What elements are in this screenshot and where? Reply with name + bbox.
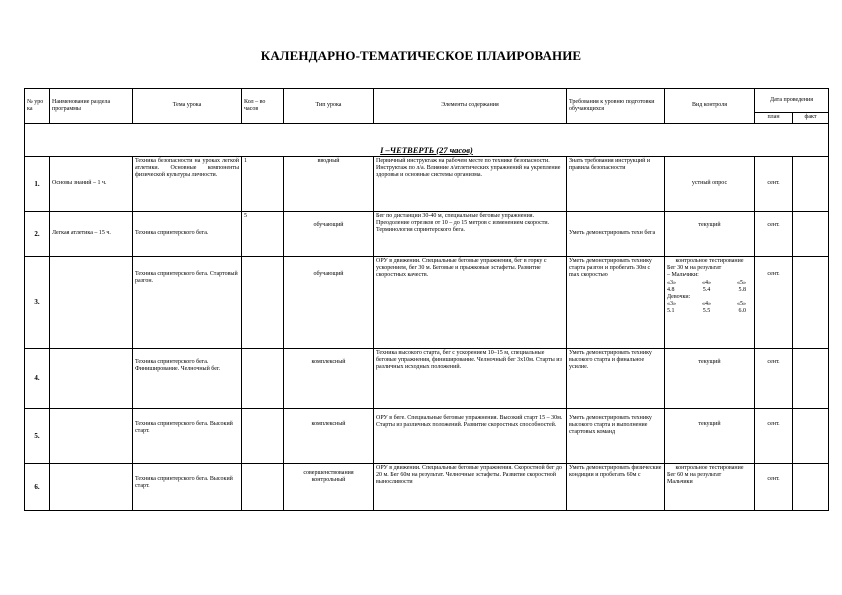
row-requirements: Уметь демонстрировать технику старта разгон и пробегать 30м с max скоростью xyxy=(567,257,665,349)
row-plan: сент. xyxy=(755,257,793,349)
boys-value-4: 5.4 xyxy=(702,286,711,293)
quarter-heading: I –ЧЕТВЕРТЬ (27 часов) xyxy=(25,124,829,157)
row-type: комплексный xyxy=(284,349,374,409)
row-num: 2. xyxy=(25,212,50,257)
norm-values-boys xyxy=(667,287,752,294)
page-title: КАЛЕНДАРНО-ТЕМАТИЧЕСКОЕ ПЛАИРОВАНИЕ xyxy=(260,48,582,63)
planning-table xyxy=(24,88,829,511)
row-hours xyxy=(242,257,284,349)
row-control: контрольное тестирование xyxy=(675,258,744,264)
row-topic: Техника спринтерского бега. xyxy=(133,212,242,257)
row-type: комплексный xyxy=(284,409,374,464)
grade-4: «4» xyxy=(702,301,711,308)
header-fact: факт xyxy=(793,113,829,124)
girls-value-3: 5.1 xyxy=(667,308,675,315)
row-fact xyxy=(793,157,829,212)
row-elements: ОРУ в движении. Специальные беговые упражнения. Скоростной бег до 20 м. Бег 60м на результат. Челночные эстафеты. Развитие скоростной выносливости xyxy=(374,464,567,511)
norm-boys-label: – Мальчики: xyxy=(667,272,699,279)
row-elements: ОРУ в беге. Специальные беговые упражнения. Высокий старт 15 – 30м. Старты из различных положений. Развитие скоростных способностей. xyxy=(374,409,567,464)
row-hours xyxy=(242,409,284,464)
row-section xyxy=(50,349,133,409)
grade-5: «5» xyxy=(737,301,746,308)
row-plan: сент. xyxy=(755,464,793,511)
row-topic: Техника безопасности на уроках легкой атлетики. Основные компоненты физической культуры личности. xyxy=(133,157,242,212)
header-num: № уро ка xyxy=(25,89,50,124)
row-control-norms xyxy=(665,257,755,349)
table-row xyxy=(25,257,829,349)
row-fact xyxy=(793,464,829,511)
row-requirements: Знать требования инструкций и правила безопасности xyxy=(567,157,665,212)
norm-grades-boys xyxy=(667,280,752,287)
row-num: 4. xyxy=(25,349,50,409)
grade-3: «3» xyxy=(667,279,676,286)
row-control-norms xyxy=(665,464,755,511)
row-hours xyxy=(242,349,284,409)
row-num: 3. xyxy=(25,257,50,349)
row-elements: Бег по дистанции 30-40 м, специальные беговые упражнения. Преодоление отрезков от 10 – до 15 метров с изменением скорости. Терминология спринтерского бега. xyxy=(374,212,567,257)
row-fact xyxy=(793,349,829,409)
header-type: Тип урока xyxy=(284,89,374,124)
row-hours xyxy=(242,464,284,511)
header-requirements: Требования к уровню подготовки обучающихся xyxy=(567,89,665,124)
row-type: обучающий xyxy=(284,257,374,349)
row-requirements: Уметь демонстрировать технику высокого старта и выполнение стартовых команд xyxy=(567,409,665,464)
row-plan: сент. xyxy=(755,349,793,409)
row-hours: 5 xyxy=(242,212,284,257)
row-requirements: Уметь демонстрировать физические кондиции и пробегать 60м с xyxy=(567,464,665,511)
quarter-row xyxy=(25,124,829,157)
header-section: Наименование раздела программы xyxy=(50,89,133,124)
header-hours: Кол – во часов xyxy=(242,89,284,124)
row-requirements: Уметь демонстрировать технику высокого старта и финальное усилие. xyxy=(567,349,665,409)
row-section xyxy=(50,464,133,511)
row-elements: Первичный инструктаж на рабочем месте по технике безопасности. Инструктаж по л/а. Влияние л/атлетических упражнений на укрепление здоровья и основные системы организма. xyxy=(374,157,567,212)
header-control: Вид контроля xyxy=(665,89,755,124)
row-section: Основы знаний – 1 ч. xyxy=(50,157,133,212)
row-fact xyxy=(793,212,829,257)
norm6-line1: Бег 60 м на результат xyxy=(667,472,722,479)
row-num: 1. xyxy=(25,157,50,212)
norm-grades-girls xyxy=(667,301,752,308)
norm-girls-label: Девочки: xyxy=(667,293,691,300)
header-date: Дата проведения xyxy=(755,89,829,113)
table-row xyxy=(25,349,829,409)
row-control: текущий xyxy=(665,349,755,409)
row-control: контрольное тестирование xyxy=(675,465,744,471)
row-topic: Техника спринтерского бега. Высокий старт. xyxy=(133,464,242,511)
row-type: обучающий xyxy=(284,212,374,257)
row-plan: сент. xyxy=(755,409,793,464)
boys-value-3: 4.8 xyxy=(667,286,675,293)
row-section xyxy=(50,257,133,349)
row-elements: ОРУ в движении. Специальные беговые упражнения, бег в горку с ускорением, бег 30 м. Беговые и прыжковые эстафеты. Развитие скоростных качеств. xyxy=(374,257,567,349)
row-control: текущий xyxy=(665,409,755,464)
row-plan: сент. xyxy=(755,157,793,212)
row-fact xyxy=(793,257,829,349)
grade-4: «4» xyxy=(702,279,711,286)
row-num: 6. xyxy=(25,464,50,511)
row-num: 5. xyxy=(25,409,50,464)
row-section: Легкая атлетика – 15 ч. xyxy=(50,212,133,257)
table-row xyxy=(25,157,829,212)
grade-5: «5» xyxy=(737,279,746,286)
row-requirements: Уметь демонстрировать техн бега xyxy=(567,212,665,257)
boys-value-5: 5.8 xyxy=(738,286,746,293)
row-type: совершенствования контрольный xyxy=(284,464,374,511)
table-row xyxy=(25,464,829,511)
row-elements: Техника высокого старта, бег с ускорением 10–15 м, специальные беговые упражнения, финиширование. Челночный бег 3х10м. Старты из различных исходных положений. xyxy=(374,349,567,409)
norm-values-girls xyxy=(667,308,752,315)
header-plan: план xyxy=(755,113,793,124)
norm6-line2: Мальчики xyxy=(667,479,693,486)
row-hours: 1 xyxy=(242,157,284,212)
row-type: вводный xyxy=(284,157,374,212)
table-header-row xyxy=(25,89,829,113)
norm-intro: Бег 30 м на результат xyxy=(667,265,722,272)
girls-value-5: 6.0 xyxy=(738,308,746,315)
table-row xyxy=(25,409,829,464)
row-topic: Техника спринтерского бега. Финиширование. Челночный бег. xyxy=(133,349,242,409)
row-control: устный опрос xyxy=(665,157,755,212)
row-fact xyxy=(793,409,829,464)
girls-value-4: 5.5 xyxy=(702,308,711,315)
row-plan: сент. xyxy=(755,212,793,257)
grade-3: «3» xyxy=(667,301,676,308)
row-control: текущий xyxy=(665,212,755,257)
row-topic: Техника спринтерского бега. Стартовый разгон. xyxy=(133,257,242,349)
row-section xyxy=(50,409,133,464)
table-row xyxy=(25,212,829,257)
header-topic: Тема урока xyxy=(133,89,242,124)
header-elements: Элементы содержания xyxy=(374,89,567,124)
row-topic: Техника спринтерского бега. Высокий старт. xyxy=(133,409,242,464)
